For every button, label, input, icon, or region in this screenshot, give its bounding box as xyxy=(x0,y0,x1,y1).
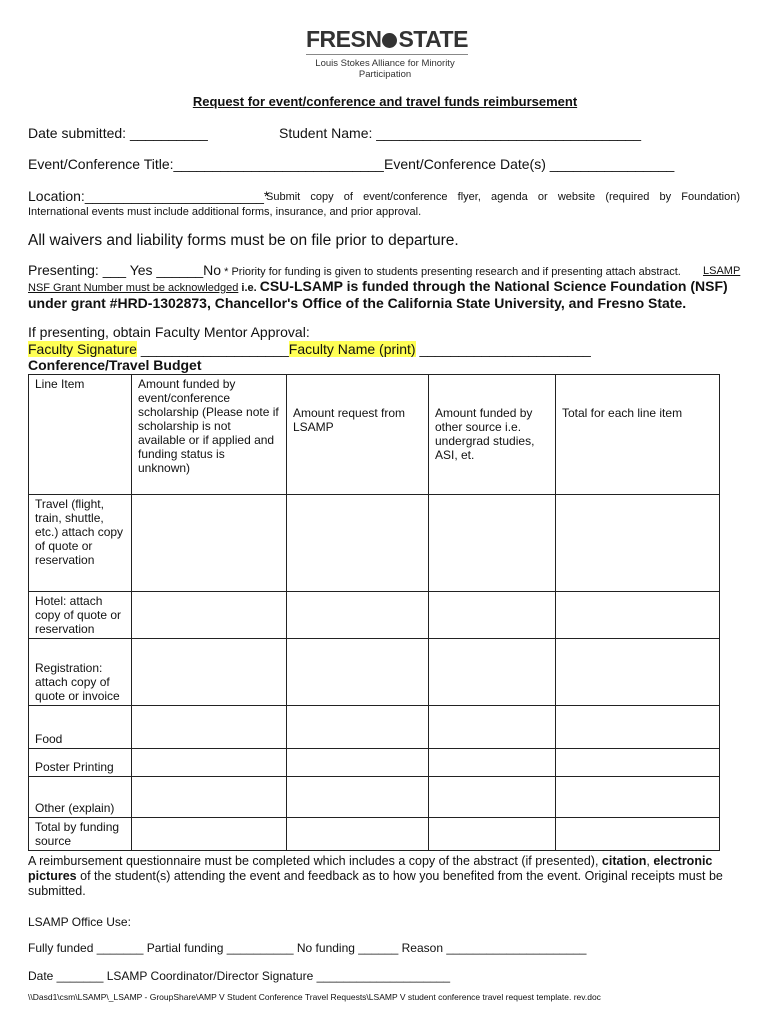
budget-cell[interactable] xyxy=(132,592,287,639)
budget-cell[interactable] xyxy=(429,749,556,777)
funding-decision-line[interactable]: Fully funded _______ Partial funding __________ No funding ______ Reason _____________________ xyxy=(28,941,587,955)
logo-subtitle-line1: Louis Stokes Alliance for Minority xyxy=(315,58,455,69)
file-path: \\Dasd1\csm\LSAMP\_LSAMP - GroupShare\AMP V Student Conference Travel Requests\LSAMP V student conference travel request template. rev.doc xyxy=(28,992,601,1002)
budget-cell[interactable] xyxy=(556,777,720,818)
budget-cell[interactable] xyxy=(556,592,720,639)
budget-cell[interactable] xyxy=(556,818,720,851)
funding-statement-2: under grant #HRD-1302873, Chancellor's Office of the California State University, and Fresno State. xyxy=(28,295,687,311)
faculty-row xyxy=(28,341,591,357)
header-line-item: Line Item xyxy=(29,375,132,495)
location-field[interactable]: Location:_______________________* xyxy=(28,188,270,204)
budget-cell[interactable] xyxy=(132,818,287,851)
mentor-instruction: If presenting, obtain Faculty Mentor Approval: xyxy=(28,324,310,340)
logo-wordmark xyxy=(306,26,468,55)
faculty-signature-field[interactable]: ___________________ xyxy=(136,341,289,357)
coordinator-signature-line[interactable]: Date _______ LSAMP Coordinator/Director Signature ____________________ xyxy=(28,969,451,983)
row-label-travel: Travel (flight, train, shuttle, etc.) attach copy of quote or reservation xyxy=(29,495,132,592)
budget-cell[interactable] xyxy=(132,749,287,777)
table-row xyxy=(29,706,720,749)
logo-word-left: FRESN xyxy=(306,26,382,52)
questionnaire-text-1: A reimbursement questionnaire must be completed which includes a copy of the abstract (if presented), xyxy=(28,854,602,868)
header-other-source: Amount funded by other source i.e. undergrad studies, ASI, et. xyxy=(429,375,556,495)
location-note: Submit copy of event/conference flyer, agenda or website (required by Foundation) xyxy=(266,191,740,203)
budget-cell[interactable] xyxy=(556,749,720,777)
seal-icon xyxy=(382,33,397,48)
budget-cell[interactable] xyxy=(429,777,556,818)
event-dates-field[interactable]: Event/Conference Date(s) ________________ xyxy=(384,156,675,172)
date-submitted-field[interactable]: Date submitted: __________ xyxy=(28,125,208,141)
table-row xyxy=(29,592,720,639)
row-label-registration: Registration: attach copy of quote or invoice xyxy=(29,639,132,706)
pictures-text: pictures xyxy=(28,869,77,883)
table-row xyxy=(29,749,720,777)
budget-cell[interactable] xyxy=(132,495,287,592)
citation-text: citation xyxy=(601,854,647,868)
presenting-choice[interactable]: Presenting: ___ Yes ______No xyxy=(28,262,222,278)
logo-subtitle-line2: Participation xyxy=(358,69,412,80)
budget-cell[interactable] xyxy=(132,639,287,706)
row-label-other: Other (explain) xyxy=(29,777,132,818)
form-title: Request for event/conference and travel funds reimbursement xyxy=(192,94,578,109)
budget-cell[interactable] xyxy=(287,777,429,818)
row-label-total: Total by funding source xyxy=(29,818,132,851)
logo-word-right: STATE xyxy=(398,26,468,52)
budget-cell[interactable] xyxy=(556,706,720,749)
budget-cell[interactable] xyxy=(556,495,720,592)
row-label-food: Food xyxy=(29,706,132,749)
presenting-line xyxy=(28,262,681,278)
electronic-text: electronic xyxy=(653,854,713,868)
faculty-name-field[interactable]: ______________________ xyxy=(415,341,591,357)
faculty-name-label: Faculty Name (print) xyxy=(288,341,416,357)
logo-subtitle xyxy=(306,58,464,80)
budget-cell[interactable] xyxy=(132,706,287,749)
budget-cell[interactable] xyxy=(287,818,429,851)
questionnaire-paragraph xyxy=(28,854,740,899)
international-note: International events must include additional forms, insurance, and prior approval. xyxy=(28,206,422,218)
header-event-scholarship: Amount funded by event/conference scholarship (Please note if scholarship is not available or if applied and funding status is unknown) xyxy=(132,375,287,495)
budget-cell[interactable] xyxy=(429,818,556,851)
priority-note: * Priority for funding is given to students presenting research and if presenting attach abstract. xyxy=(221,266,681,278)
student-name-field[interactable]: Student Name: __________________________________ xyxy=(279,125,642,141)
budget-cell[interactable] xyxy=(287,749,429,777)
office-use-label: LSAMP Office Use: xyxy=(28,915,131,929)
row-label-poster: Poster Printing xyxy=(29,749,132,777)
waivers-notice: All waivers and liability forms must be on file prior to departure. xyxy=(28,232,459,249)
budget-cell[interactable] xyxy=(429,706,556,749)
fresno-state-logo xyxy=(306,26,468,80)
budget-cell[interactable] xyxy=(287,639,429,706)
budget-cell[interactable] xyxy=(287,706,429,749)
table-row xyxy=(29,639,720,706)
header-total: Total for each line item xyxy=(556,375,720,495)
budget-table xyxy=(28,374,720,851)
budget-cell[interactable] xyxy=(429,592,556,639)
budget-cell[interactable] xyxy=(429,639,556,706)
row-label-hotel: Hotel: attach copy of quote or reservation xyxy=(29,592,132,639)
nsf-line xyxy=(28,278,728,294)
budget-header-row xyxy=(29,375,720,495)
budget-cell[interactable] xyxy=(132,777,287,818)
nsf-ack-link[interactable]: NSF Grant Number must be acknowledged xyxy=(28,282,239,294)
lsamp-link[interactable]: LSAMP xyxy=(703,265,741,277)
header-lsamp-request: Amount request from LSAMP xyxy=(287,375,429,495)
event-title-field[interactable]: Event/Conference Title:___________________________ xyxy=(28,156,384,172)
table-row xyxy=(29,777,720,818)
budget-heading: Conference/Travel Budget xyxy=(28,357,202,373)
faculty-signature-label: Faculty Signature xyxy=(28,341,137,357)
ie-text: i.e. xyxy=(238,282,260,294)
table-row xyxy=(29,818,720,851)
budget-cell[interactable] xyxy=(287,495,429,592)
table-row xyxy=(29,495,720,592)
comma-text: , xyxy=(646,854,654,868)
budget-cell[interactable] xyxy=(556,639,720,706)
budget-cell[interactable] xyxy=(429,495,556,592)
funding-statement-1: CSU-LSAMP is funded through the National Science Foundation (NSF) xyxy=(259,278,728,294)
questionnaire-text-2: of the student(s) attending the event and feedback as to how you benefited from the event. Original receipts must be submitted. xyxy=(28,869,723,898)
budget-cell[interactable] xyxy=(287,592,429,639)
